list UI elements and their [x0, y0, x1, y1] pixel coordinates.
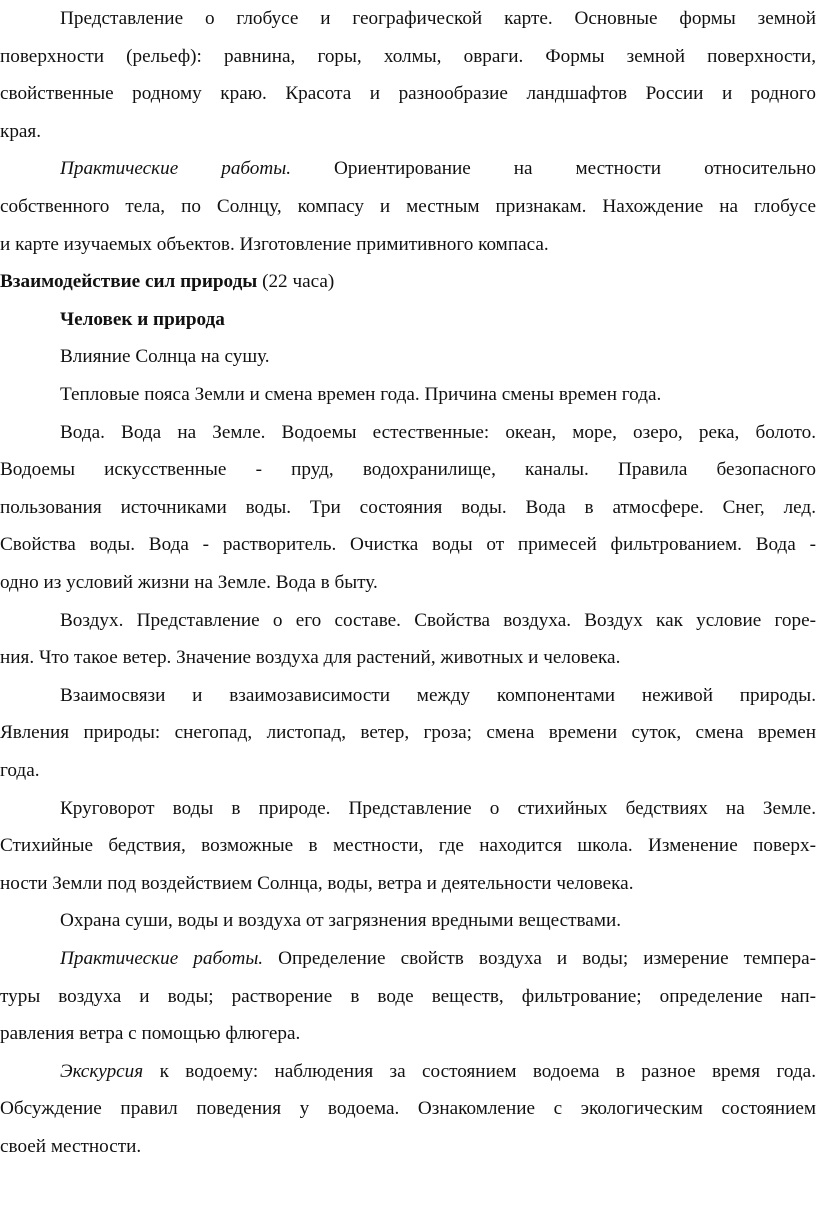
- text-span: Представление о глобусе и географической карте. Основные формы земной: [60, 8, 816, 29]
- paragraph-line: [0, 978, 816, 1016]
- paragraph-line: [60, 376, 816, 414]
- text-span: туры воздуха и воды; растворение в воде веществ, фильтрование; определение нап-: [0, 985, 816, 1007]
- paragraph-line: [0, 639, 816, 677]
- paragraph-line: [60, 940, 816, 978]
- paragraph-line: [0, 865, 816, 903]
- paragraph-line: [0, 827, 816, 865]
- paragraph-line: [0, 113, 816, 151]
- paragraph-line: [60, 0, 816, 38]
- paragraph-line: [60, 790, 816, 828]
- heading-text: Взаимодействие сил природы: [0, 271, 258, 293]
- text-span: ности Земли под воздействием Солнца, воды, ветра и деятельности человека.: [0, 872, 634, 894]
- paragraph-line: [0, 451, 816, 489]
- paragraph-line: [0, 38, 816, 76]
- italic-label: Экскурсия: [60, 1060, 144, 1082]
- text-span: Стихийные бедствия, возможные в местности, где находится школа. Изменение поверх-: [0, 835, 816, 857]
- heading-hours: (22 часа): [257, 271, 335, 293]
- paragraph-line: [60, 1053, 816, 1091]
- text-span: одно из условий жизни на Земле. Вода в быту.: [0, 572, 378, 593]
- text-span: Водоемы искусственные - пруд, водохранилище, каналы. Правила безопасного: [0, 459, 816, 481]
- text-span: своей местности.: [0, 1136, 142, 1157]
- paragraph-line: [0, 564, 816, 602]
- paragraph-line: [60, 338, 816, 376]
- subheading-text: Человек и природа: [60, 308, 225, 330]
- paragraph-line: [60, 150, 816, 188]
- text-span: Свойства воды. Вода - растворитель. Очистка воды от примесей фильтрованием. Вода -: [0, 534, 816, 556]
- paragraph-line: [0, 188, 816, 226]
- subsection-heading: [60, 301, 816, 339]
- paragraph-line: [0, 714, 816, 752]
- paragraph-line: [0, 752, 816, 790]
- text-span: Определение свойств воздуха и воды; измерение темпера-: [263, 948, 816, 969]
- paragraph-line: [0, 75, 816, 113]
- paragraph-line: [60, 414, 816, 452]
- paragraph-line: [0, 1128, 816, 1166]
- paragraph-line: [0, 526, 816, 564]
- text-span: Взаимосвязи и взаимозависимости между компонентами неживой природы.: [60, 684, 816, 706]
- section-heading: [0, 263, 816, 301]
- italic-label: Практические работы.: [60, 948, 264, 969]
- text-span: Тепловые пояса Земли и смена времен года. Причина смены времен года.: [60, 384, 662, 405]
- text-span: Влияние Солнца на сушу.: [60, 346, 270, 368]
- text-span: к водоему: наблюдения за состоянием водоема в разное время года.: [143, 1060, 816, 1082]
- text-span: собственного тела, по Солнцу, компасу и местным признакам. Нахождение на глобусе: [0, 196, 816, 217]
- text-span: Воздух. Представление о его составе. Свойства воздуха. Воздух как условие горе-: [60, 609, 816, 631]
- text-span: края.: [0, 120, 42, 142]
- paragraph-line: [60, 902, 816, 940]
- paragraph-line: [60, 602, 816, 640]
- text-span: Ориентирование на местности относительно: [291, 158, 816, 180]
- paragraph-line: [0, 489, 816, 527]
- text-span: Явления природы: снегопад, листопад, ветер, гроза; смена времени суток, смена времен: [0, 722, 816, 744]
- paragraph-line: [60, 677, 816, 715]
- italic-label: Практические работы.: [60, 158, 292, 180]
- paragraph-line: [0, 1090, 816, 1128]
- text-span: Вода. Вода на Земле. Водоемы естественные: океан, море, озеро, река, болото.: [60, 421, 816, 443]
- text-span: года.: [0, 760, 40, 781]
- text-span: Круговорот воды в природе. Представление о стихийных бедствиях на Земле.: [60, 797, 816, 819]
- text-span: равления ветра с помощью флюгера.: [0, 1023, 301, 1045]
- paragraph-line: [0, 1015, 816, 1053]
- text-span: Охрана суши, воды и воздуха от загрязнения вредными веществами.: [60, 910, 622, 932]
- paragraph-line: [0, 226, 816, 264]
- text-span: свойственные родному краю. Красота и разнообразие ландшафтов России и родного: [0, 83, 816, 105]
- text-span: Обсуждение правил поведения у водоема. Ознакомление с экологическим состоянием: [0, 1098, 816, 1120]
- text-span: и карте изучаемых объектов. Изготовление примитивного компаса.: [0, 233, 549, 255]
- text-span: ния. Что такое ветер. Значение воздуха для растений, животных и человека.: [0, 647, 621, 669]
- text-span: поверхности (рельеф): равнина, горы, холмы, овраги. Формы земной поверхности,: [0, 45, 816, 67]
- text-span: пользования источниками воды. Три состояния воды. Вода в атмосфере. Снег, лед.: [0, 496, 816, 518]
